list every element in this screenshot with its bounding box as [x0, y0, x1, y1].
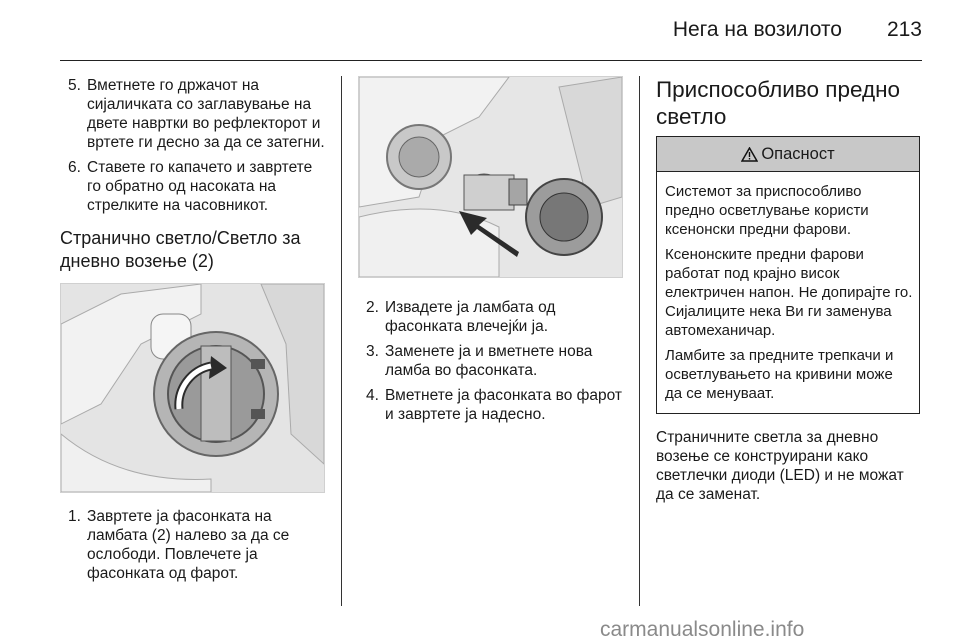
section-heading: Странично светло/Светло за дневно возење (2): [60, 228, 301, 271]
column-divider-1: [341, 76, 342, 606]
steps-list-1: [60, 76, 325, 215]
column-divider-2: [639, 76, 640, 606]
column-3: [656, 76, 920, 504]
warning-paragraph: Системот за приспособливо предно осветлување користи ксенонски предни фарови.: [665, 183, 869, 238]
warning-paragraph: Ксенонските предни фарови работат под крајно висок електричен напон. Не допирајте го. Сијалиците нека Ви ги заменува автомеханичар.: [665, 246, 913, 339]
list-item: 6. Ставете го капачето и завртете го обратно од насоката на стрелките на часовникот.: [68, 159, 313, 214]
steps-list-3: [358, 298, 623, 424]
page-header: [60, 0, 922, 60]
warning-body: [657, 172, 919, 413]
watermark: carmanualsonline.info: [600, 618, 805, 641]
page-number: 213: [886, 18, 922, 41]
headlamp-socket-figure: [60, 283, 325, 493]
warning-paragraph: Ламбите за предните трепкачи и осветлувањето на кривини може да се менуваат.: [665, 347, 894, 402]
warning-title: Опасност: [761, 144, 835, 163]
warning-header: [657, 137, 919, 172]
header-title: Нега на возилото: [672, 18, 842, 41]
list-item: 3. Заменете ја и вметнете нова ламба во фасонката.: [366, 343, 593, 379]
column-1: [60, 76, 325, 589]
column-2: [358, 76, 623, 430]
bulb-removal-figure: [358, 76, 623, 278]
list-item: 2. Извадете ја ламбата од фасонката влечејќи ја.: [366, 299, 556, 335]
list-item: 5. Вметнете го држачот на сијаличката со заглавување на двете навртки во рефлекторот и вртете ги десно за да се затегни.: [68, 77, 325, 151]
list-item: 4. Вметнете ја фасонката во фарот и завртете ја надесно.: [366, 387, 623, 423]
body-paragraph: Страничните светла за дневно возење се конструирани како светлечки диоди (LED) и не можат да се заменат.: [656, 429, 904, 503]
warning-triangle-icon: [741, 147, 758, 162]
steps-list-2: [60, 507, 325, 583]
headlamp-socket-illustration: [61, 284, 324, 492]
section-heading: Приспособливо предно светло: [656, 77, 901, 129]
bulb-removal-illustration: [359, 77, 622, 277]
header-rule: [60, 60, 922, 61]
list-item: 1. Завртете ја фасонката на ламбата (2) налево за да се ослободи. Повлечете ја фасонката од фарот.: [68, 508, 290, 582]
warning-box: [656, 136, 920, 414]
